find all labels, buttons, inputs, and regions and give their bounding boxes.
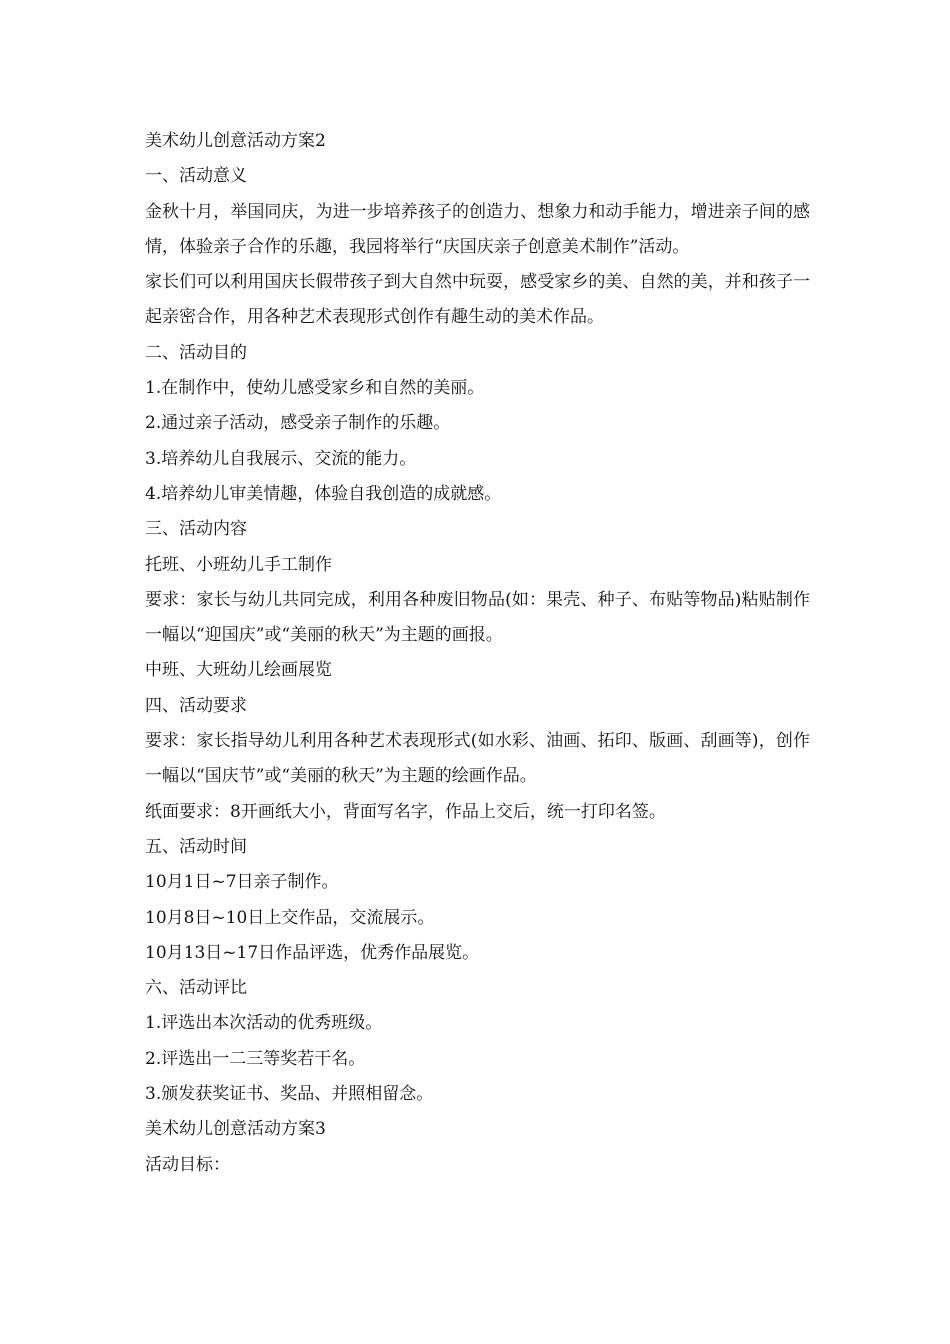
time-item: 10月8日~10日上交作品，交流展示。 [145,907,435,928]
evaluation-item: 3.颁发获奖证书、奖品、并照相留念。 [145,1084,434,1105]
time-item: 10月1日~7日亲子制作。 [145,872,339,893]
content-big-class: 中班、大班幼儿绘画展览 [145,660,332,681]
section-heading-meaning: 一、活动意义 [145,166,247,187]
time-item: 10月13日~17日作品评选，优秀作品展览。 [145,942,480,963]
paragraph-small-class-requirement: 要求：家长与幼儿共同完成，利用各种废旧物品(如：果壳、种子、布贴等物品)粘贴制作一幅以“迎国庆”或“美丽的秋天”为主题的画报。 [145,589,810,646]
section-heading-requirement: 四、活动要求 [145,695,247,716]
goal-item: 4.培养幼儿审美情趣，体验自我创造的成就感。 [145,483,502,504]
document-body [145,124,810,1183]
goal-item: 2.通过亲子活动，感受亲子制作的乐趣。 [145,413,451,434]
paragraph-big-class-requirement: 要求：家长指导幼儿利用各种艺术表现形式(如水彩、油画、拓印、版画、刮画等)，创作一幅以“国庆节”或“美丽的秋天”为主题的绘画作品。 [145,731,810,787]
evaluation-item: 2.评选出一二三等奖若干名。 [145,1048,366,1069]
plan-title: 美术幼儿创意活动方案2 [145,131,326,151]
section-heading-time: 五、活动时间 [145,836,247,857]
activity-goal-heading: 活动目标： [145,1154,230,1175]
goal-item: 1.在制作中，使幼儿感受家乡和自然的美丽。 [145,378,485,399]
plan-title-3: 美术幼儿创意活动方案3 [145,1119,326,1140]
paragraph-meaning-1: 金秋十月，举国同庆，为进一步培养孩子的创造力、想象力和动手能力，增进亲子间的感情，体验亲子合作的乐趣，我园将举行“庆国庆亲子创意美术制作”活动。 [145,201,810,257]
paragraph-meaning-2: 家长们可以利用国庆长假带孩子到大自然中玩耍，感受家乡的美、自然的美，并和孩子一起亲密合作，用各种艺术表现形式创作有趣生动的美术作品。 [145,272,810,328]
section-heading-goal: 二、活动目的 [145,342,247,363]
content-small-class: 托班、小班幼儿手工制作 [145,554,332,575]
goal-item: 3.培养幼儿自我展示、交流的能力。 [145,448,417,469]
paper-requirement: 纸面要求：8开画纸大小，背面写名字，作品上交后，统一打印名签。 [145,801,666,822]
section-heading-evaluation: 六、活动评比 [145,978,247,999]
evaluation-item: 1.评选出本次活动的优秀班级。 [145,1013,383,1034]
section-heading-content: 三、活动内容 [145,519,247,540]
